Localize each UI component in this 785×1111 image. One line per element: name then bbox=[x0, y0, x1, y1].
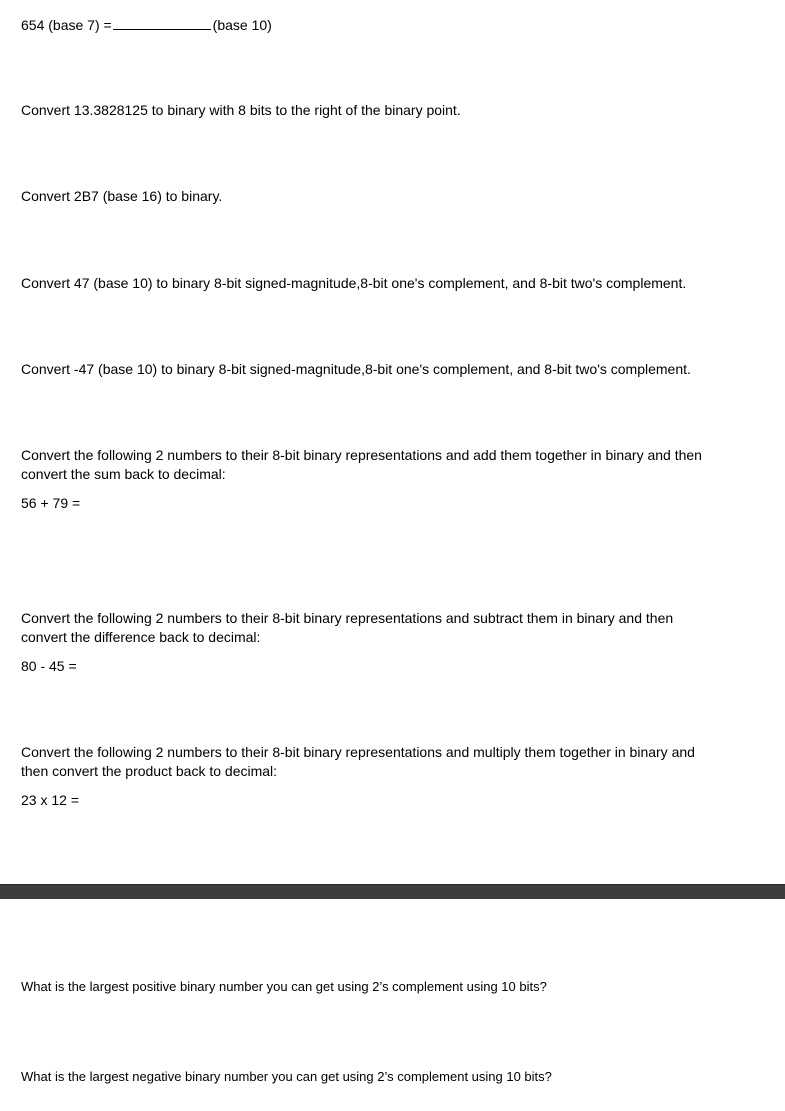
answer-blank bbox=[113, 15, 211, 30]
question-3: Convert 2B7 (base 16) to binary. bbox=[21, 188, 223, 204]
question-4: Convert 47 (base 10) to binary 8-bit signed-magnitude,8-bit one's complement, and 8-bit two's complement. bbox=[21, 275, 687, 291]
question-9: What is the largest positive binary number you can get using 2’s complement using 10 bits? bbox=[21, 979, 547, 994]
question-2: Convert 13.3828125 to binary with 8 bits to the right of the binary point. bbox=[21, 102, 461, 118]
page-divider bbox=[0, 884, 785, 899]
question-8-line-1: Convert the following 2 numbers to their 8-bit binary representations and multiply them together in binary and bbox=[21, 744, 695, 760]
question-7-line-2: convert the difference back to decimal: bbox=[21, 629, 261, 645]
question-10: What is the largest negative binary number you can get using 2’s complement using 10 bits? bbox=[21, 1069, 552, 1084]
question-5: Convert -47 (base 10) to binary 8-bit signed-magnitude,8-bit one's complement, and 8-bit two's complement. bbox=[21, 361, 691, 377]
question-1-right: (base 10) bbox=[212, 17, 272, 33]
question-6-line-2: convert the sum back to decimal: bbox=[21, 466, 226, 482]
question-6-expression: 56 + 79 = bbox=[21, 495, 81, 511]
question-6-line-1: Convert the following 2 numbers to their 8-bit binary representations and add them together in binary and then bbox=[21, 447, 702, 463]
document-page-2 bbox=[0, 899, 785, 1111]
question-8-line-2: then convert the product back to decimal: bbox=[21, 763, 278, 779]
question-7-line-1: Convert the following 2 numbers to their 8-bit binary representations and subtract them in binary and then bbox=[21, 610, 674, 626]
question-7-expression: 80 - 45 = bbox=[21, 658, 77, 674]
question-1 bbox=[21, 15, 272, 35]
question-1-left: 654 (base 7) = bbox=[21, 17, 112, 33]
question-8-expression: 23 x 12 = bbox=[21, 792, 79, 808]
